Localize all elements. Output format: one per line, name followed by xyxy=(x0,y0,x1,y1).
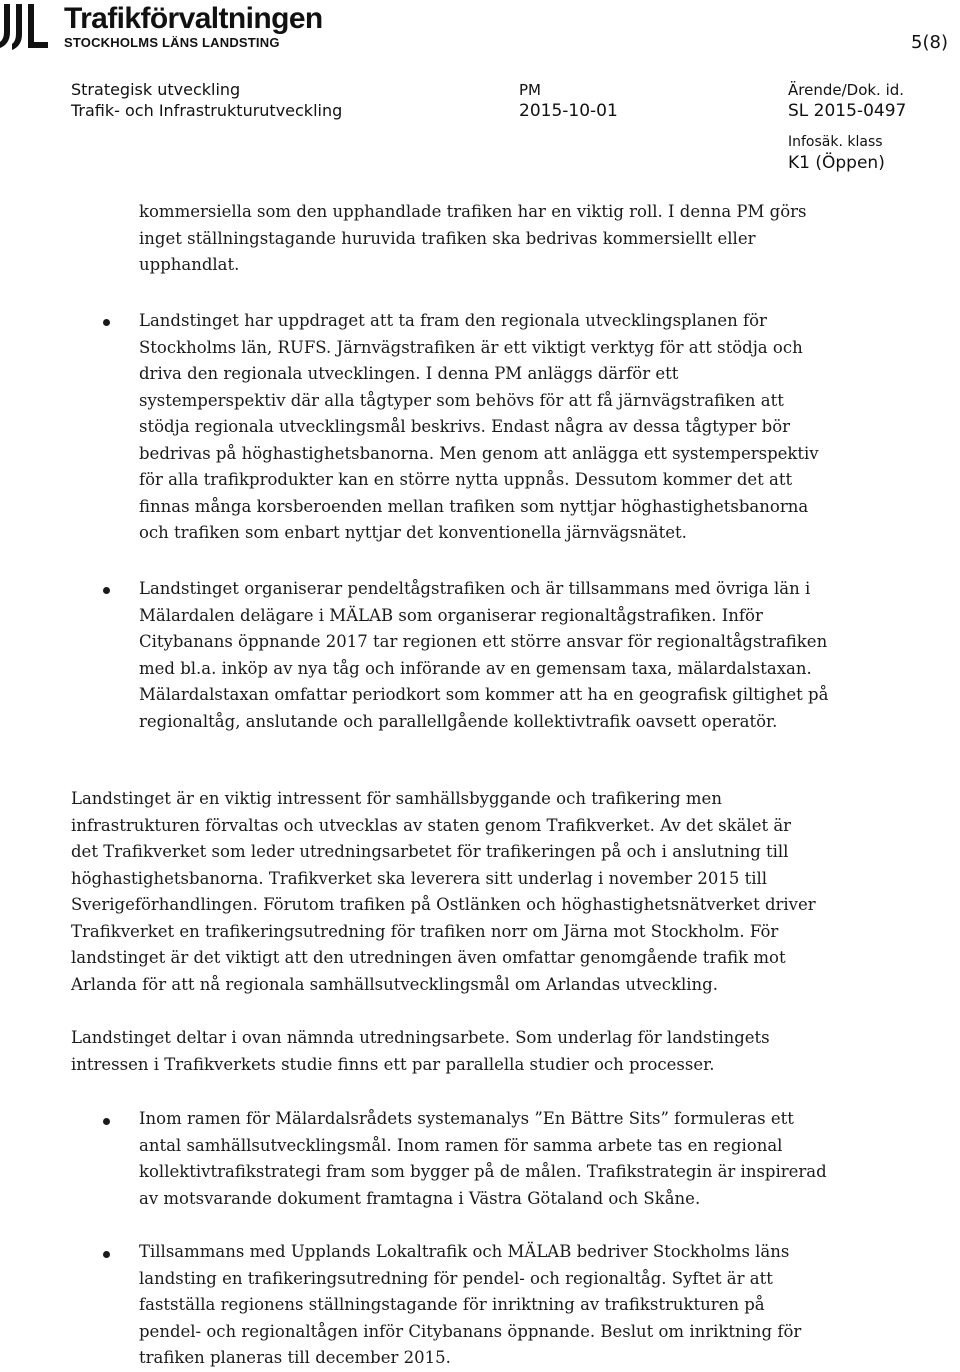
case-label: Ärende/Dok. id. xyxy=(788,81,905,99)
doc-type: PM xyxy=(519,81,541,99)
organization-subtitle: STOCKHOLMS LÄNS LANDSTING xyxy=(64,35,280,50)
bullet-icon xyxy=(103,1251,110,1258)
continued-paragraph: kommersiella som den upphandlade trafiken har en viktig roll. I denna PM görs inget ställningstagande huruvida trafiken ska bedrivas kommersiellt eller upphandlat. xyxy=(139,202,807,274)
bullet-item-trafikeringsutredning: Tillsammans med Upplands Lokaltrafik och MÄLAB bedriver Stockholms läns landsting en trafikeringsutredning för pendel- och regionaltåg. Syftet är att fastställa regionens ställningstagande för inriktning av trafikstrukturen på pendel- och regionaltågen inför Citybanans öppnande. Beslut om inriktning för trafiken planeras till december 2015. xyxy=(139,1242,802,1367)
department: Strategisk utveckling xyxy=(71,80,241,99)
organization-name: Trafikförvaltningen xyxy=(64,2,323,35)
bullet-item-rufs: Landstinget har uppdraget att ta fram den regionala utvecklingsplanen för Stockholms län, RUFS. Järnvägstrafiken är ett viktigt verktyg för att stödja och driva den regionala utvecklingen. I denna PM anläggs därför ett systemperspektiv där alla tågtyper som behövs för att få järnvägstrafiken att stödja regionala utvecklingsmål beskrivs. Endast några av dessa tågtyper bör bedrivas på höghastighetsbanorna. Men genom att anlägga ett systemperspektiv för alla trafikprodukter kan en större nytta uppnås. Dessutom kommer det att finnas många korsberoenden mellan trafiken som nyttjar höghastighetsbanorna och trafiken som enbart nyttjar det konventionella järnvägsnätet. xyxy=(139,311,819,542)
classification-value: K1 (Öppen) xyxy=(788,153,885,173)
bullet-item-systemanalys: Inom ramen för Mälardalsrådets systemanalys ”En Bättre Sits” formuleras ett antal samhällsutvecklingsmål. Inom ramen för samma arbete tas en regional kollektivtrafikstrategi fram som bygger på de målen. Trafikstrategin är inspirerad av motsvarande dokument framtagna i Västra Götaland och Skåne. xyxy=(139,1109,827,1208)
case-id: SL 2015-0497 xyxy=(788,101,907,121)
page-number: 5(8) xyxy=(911,32,948,53)
doc-date: 2015-10-01 xyxy=(519,101,618,121)
classification-block xyxy=(788,132,885,174)
sl-logo-icon xyxy=(0,2,58,52)
bullet-icon xyxy=(103,319,110,326)
department-block xyxy=(71,80,342,122)
bullet-icon xyxy=(103,1118,110,1125)
organization-logo xyxy=(0,0,330,56)
paragraph-trafikverket: Landstinget är en viktig intressent för samhällsbyggande och trafikering men infrastrukturen förvaltas och utvecklas av staten genom Trafikverket. Av det skälet är det Trafikverket som leder utredningsarbetet för trafikeringen på och i anslutning till höghastighetsbanorna. Trafikverket ska leverera sitt underlag i november 2015 till Sverigeförhandlingen. Förutom trafiken på Ostlänken och höghastighetsnätverket driver Trafikverket en trafikeringsutredning för trafiken norr om Järna mot Stockholm. För landstinget är det viktigt att den utredningen även omfattar genomgående trafik mot Arlanda för att nå regionala samhällsutvecklingsmål om Arlandas utveckling. xyxy=(71,789,816,994)
paragraph-studies: Landstinget deltar i ovan nämnda utredningsarbete. Som underlag för landstingets intressen i Trafikverkets studie finns ett par parallella studier och processer. xyxy=(71,1028,770,1074)
bullet-icon xyxy=(103,587,110,594)
classification-label: Infosäk. klass xyxy=(788,134,883,150)
bullet-item-malab: Landstinget organiserar pendeltågstrafiken och är tillsammans med övriga län i Mälardalen delägare i MÄLAB som organiserar regionaltågstrafiken. Inför Citybanans öppnande 2017 tar regionen ett större ansvar för regionaltågstrafiken med bl.a. inköp av nya tåg och införande av en gemensam taxa, mälardalstaxan. Mälardalstaxan omfattar periodkort som kommer att ha en geografisk giltighet på regionaltåg, anslutande och parallellgående kollektivtrafik oavsett operatör. xyxy=(139,579,829,731)
case-block xyxy=(788,80,906,122)
unit: Trafik- och Infrastrukturutveckling xyxy=(71,101,343,120)
doc-type-block xyxy=(519,80,618,122)
